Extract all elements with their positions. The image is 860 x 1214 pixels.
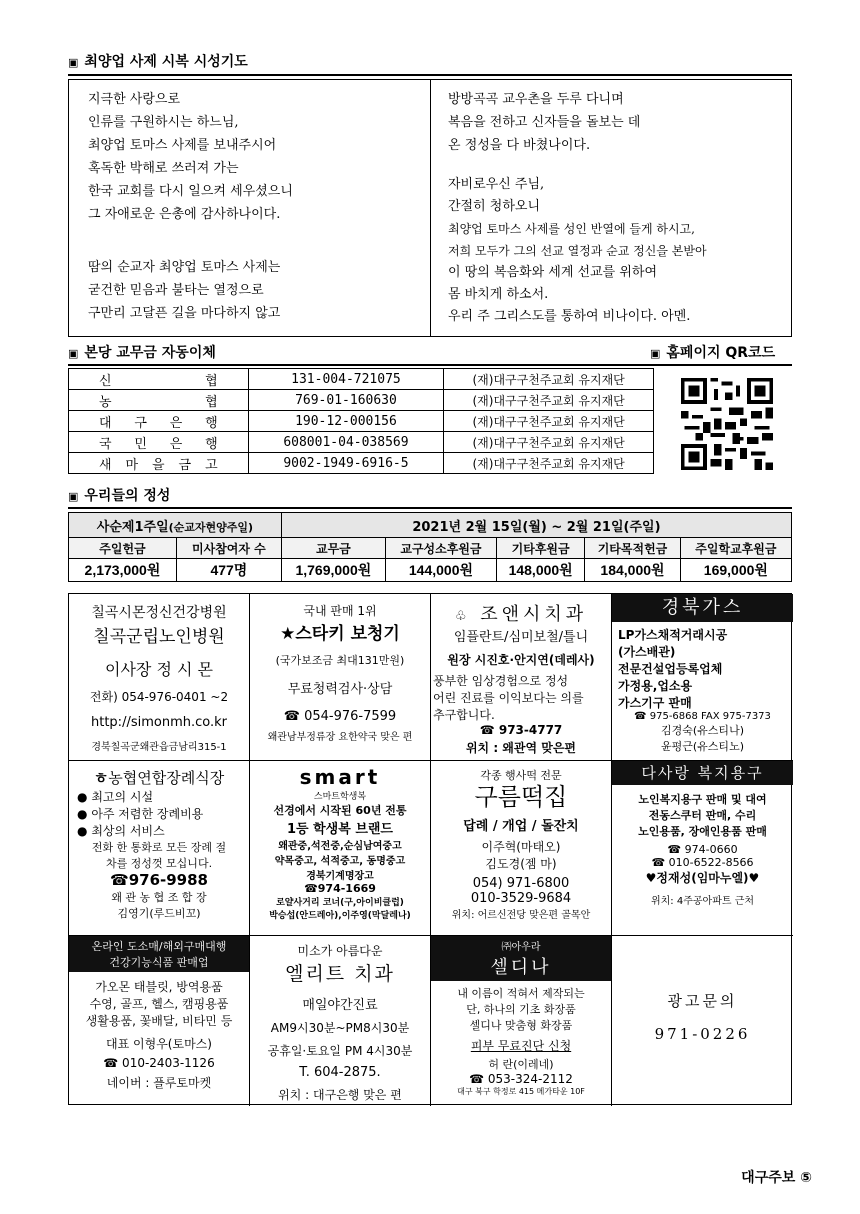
ad-header-bar — [69, 936, 249, 972]
ad-text: ☎ 010-6522-8566 — [651, 856, 754, 869]
bank-char: 행 — [205, 415, 218, 431]
prayer-line: 이 땅의 복음화와 세계 선교를 위하여 — [448, 265, 658, 280]
column-header: 미사참여자 수 — [176, 538, 281, 559]
ad-text: AM9시30분~PM8시30분 — [270, 1021, 410, 1035]
ad-text: 칠곡시몬정신건강병원 — [91, 605, 227, 621]
bank-char: 금 — [178, 457, 192, 473]
offering-period: 2021년 2월 15일(월) ~ 2월 21일(주일) — [281, 513, 791, 538]
bank-char: 마 — [125, 457, 139, 473]
prayer-line: 우리 주 그리스도를 통하여 비나이다. 아멘. — [448, 309, 691, 324]
ad-starkey[interactable] — [250, 594, 431, 761]
ad-text: ☎976-9988 — [110, 871, 208, 889]
ad-text: 구름떡집 — [474, 783, 568, 811]
ad-text: 각종 행사떡 전문 — [480, 769, 562, 782]
bank-section-title — [68, 344, 216, 363]
bank-table — [68, 368, 654, 474]
ad-text: 무료청력검사·상담 — [287, 682, 393, 697]
ad-text: ☎974-1669 — [304, 882, 376, 895]
table-row — [69, 559, 792, 582]
ad-text: 위치 : 대구은행 맞은 편 — [278, 1088, 402, 1102]
ad-text: 선경에서 시작된 60년 전통 — [273, 804, 407, 817]
ad-text: 김영기(루드비꼬) — [117, 907, 201, 920]
bank-char: 민 — [134, 436, 147, 452]
bank-char: 신 — [99, 373, 112, 389]
prayer-line: 방방곡곡 교우촌을 두루 다니며 — [448, 92, 624, 107]
ad-text: 풍부한 임상경험으로 정성 — [433, 674, 569, 688]
ad-text: 가스기구 판매 — [618, 696, 692, 710]
ad-gyeongbuk-gas[interactable] — [612, 594, 793, 761]
ad-text: 김도경(젬 마) — [485, 857, 557, 871]
bank-name — [69, 453, 249, 474]
ad-text: 공휴일·토요일 PM 4시30분 — [267, 1044, 413, 1058]
ad-text: (가스배관) — [618, 645, 676, 659]
ad-text: 전화) 054-976-0401 ~2 — [89, 690, 229, 704]
prayer-line: 굳건한 믿음과 불타는 열정으로 — [88, 283, 264, 298]
bank-name — [69, 390, 249, 411]
bank-char: 협 — [205, 394, 218, 410]
ad-text: 건강기능식품 판매업 — [109, 956, 209, 969]
bank-char: 국 — [99, 436, 112, 452]
ad-text: 어린 진료를 이익보다는 의를 — [433, 691, 584, 705]
ad-text: 위치 : 왜관역 맞은편 — [465, 741, 577, 755]
column-header: 교무금 — [281, 538, 385, 559]
offering-table — [68, 512, 792, 582]
ad-text: ☎ 973-4777 — [479, 723, 563, 737]
prayer-line: 자비로우신 주님, — [448, 177, 545, 192]
ad-text: T. 604-2875. — [299, 1065, 381, 1080]
ad-text: 네이버 : 플루토마켓 — [106, 1076, 212, 1090]
ad-text: ☎ 054-976-7599 — [283, 709, 397, 724]
prayer-line: 복음을 전하고 신자들을 돌보는 데 — [448, 115, 641, 130]
ad-rice-cake[interactable] — [431, 761, 612, 936]
ad-text: 엘리트 치과 — [285, 963, 395, 985]
ad-text: 추구합니다. — [433, 708, 495, 722]
ad-text: 왜 관 농 협 조 합 장 — [111, 891, 207, 904]
divider — [68, 364, 792, 366]
column-header: 기타목적헌금 — [585, 538, 681, 559]
ad-text: 약목중고, 석적중고, 동명중고 — [274, 856, 406, 867]
account-owner: (재)대구구천주교회 유지재단 — [444, 453, 654, 474]
table-cell: 144,000원 — [385, 559, 496, 582]
square-bullet-icon: ▣ — [68, 490, 79, 503]
ad-text: 054) 971-6800 — [472, 876, 570, 891]
bank-name — [69, 369, 249, 390]
bank-name — [69, 432, 249, 453]
ad-text: 전문건설업등록업체 — [618, 662, 723, 676]
table-cell: 148,000원 — [497, 559, 585, 582]
qr-section-title — [650, 344, 775, 363]
bank-char: 대 — [99, 415, 112, 431]
ads-grid — [68, 593, 792, 1105]
ad-text: 노인복지용구 판매 및 대여 — [638, 793, 767, 806]
nh-logo-icon: ㅎ — [93, 769, 109, 787]
table-row — [69, 432, 654, 453]
ad-text: 경북기계명장고 — [306, 871, 374, 882]
ad-text: 조앤시치과 — [480, 604, 588, 625]
bank-char: 협 — [205, 373, 218, 389]
account-owner: (재)대구구천주교회 유지재단 — [444, 390, 654, 411]
ad-text: ★스타키 보청기 — [280, 624, 400, 644]
ad-text: 노인용품, 장애인용품 판매 — [638, 825, 767, 838]
prayer-line: 그 자애로운 은총에 감사하나이다. — [88, 207, 281, 222]
account-number: 608001-04-038569 — [248, 432, 444, 453]
ad-text: 이주혁(마태오) — [481, 840, 561, 854]
table-cell: 1,769,000원 — [281, 559, 385, 582]
account-number: 769-01-160630 — [248, 390, 444, 411]
square-bullet-icon: ▣ — [68, 347, 79, 360]
table-cell: 169,000원 — [680, 559, 791, 582]
ad-text: 경북칠곡군왜관읍금남리315-1 — [91, 742, 227, 753]
ad-text: 국내 판매 1위 — [303, 604, 377, 618]
ad-text: 윤평근(유스티노) — [661, 740, 744, 753]
prayer-line: 지극한 사랑으로 — [88, 92, 181, 107]
smart-logo: smart — [299, 765, 381, 789]
ad-text: LP가스채적거래시공 — [618, 628, 728, 642]
ad-text: 내 이름이 적혀서 제작되는 — [457, 987, 585, 1000]
table-row — [69, 538, 792, 559]
bank-title-text: 본당 교무금 자동이체 — [84, 345, 216, 361]
ad-text: 광고문의 — [667, 992, 738, 1010]
table-cell: 184,000원 — [585, 559, 681, 582]
ad-text: ☎ 975-6868 FAX 975-7373 — [634, 711, 771, 722]
ad-text: 생활용품, 꽃배달, 비타민 등 — [85, 1014, 233, 1028]
table-row — [69, 513, 792, 538]
ad-text: ☎ 010-2403-1126 — [103, 1056, 215, 1070]
column-header: 주일헌금 — [69, 538, 177, 559]
bank-name — [69, 411, 249, 432]
ad-text: 왜관중,석전중,순심남여중고 — [278, 841, 402, 852]
ad-text: 박승섭(안드레아),이주영(막달레나) — [269, 911, 411, 921]
ad-text: 왜관남부정류장 요한약국 맞은 편 — [267, 732, 413, 743]
bank-char: 구 — [134, 415, 147, 431]
account-number: 9002-1949-6916-5 — [248, 453, 444, 474]
ad-text: 칠곡군립노인병원 — [93, 627, 225, 647]
ad-text: 김경숙(유스티나) — [661, 724, 744, 737]
table-cell: 2,173,000원 — [69, 559, 177, 582]
ad-text: 가오몬 태블릿, 방역용품 — [95, 980, 223, 994]
ad-text: ♥정재성(임마누엘)♥ — [645, 871, 760, 885]
bank-char: 행 — [205, 436, 218, 452]
offering-section-title — [68, 487, 170, 506]
column-header: 기타후원금 — [497, 538, 585, 559]
ad-text: 1등 학생복 브랜드 — [286, 822, 393, 837]
prayer-left-column — [69, 80, 431, 336]
page-footer: 대구주보 ⑤ — [741, 1170, 812, 1186]
qr-title-text: 홈페이지 QR코드 — [666, 345, 776, 361]
prayer-line: 최양업 토마스 사제를 보내주시어 — [88, 138, 277, 153]
account-number: 190-12-000156 — [248, 411, 444, 432]
bank-char: 고 — [205, 457, 218, 473]
prayer-line: 구만리 고달픈 길을 마다하지 않고 — [88, 306, 281, 321]
prayer-line: 저희 모두가 그의 선교 열정과 순교 정신을 본받아 — [448, 244, 707, 258]
prayer-line: 혹독한 박해로 쓰러져 가는 — [88, 161, 239, 176]
sunday-label: 사순제1주일 — [96, 519, 169, 535]
prayer-right-column — [431, 80, 791, 336]
ad-text: ☎ 974-0660 — [667, 843, 738, 856]
table-row — [69, 390, 654, 411]
ad-text: 셀디나 맞춤형 화장품 — [469, 1019, 573, 1032]
ad-text: 미소가 아름다운 — [297, 944, 383, 958]
ad-smart-uniform[interactable] — [250, 761, 431, 936]
bank-char: 새 — [99, 457, 112, 473]
ad-text: 위치: 어르신전당 맞은편 골목안 — [451, 910, 591, 921]
ad-text: 임플란트/심미보철/틀니 — [453, 630, 589, 645]
table-cell: 477명 — [176, 559, 281, 582]
ad-text: 전화 한 통화로 모든 장례 절 — [91, 841, 227, 854]
ad-text: 010-3529-9684 — [470, 891, 572, 906]
tooth-icon: ♧ — [454, 609, 471, 624]
divider — [68, 74, 792, 76]
ad-sedina[interactable] — [431, 936, 612, 1106]
ad-text: 피부 무료진단 신청 — [470, 1039, 572, 1053]
ad-text: (국가보조금 최대131만원) — [275, 654, 405, 667]
divider — [68, 507, 792, 509]
bullet-icon: ● — [77, 824, 88, 838]
prayer-line: 최양업 토마스 사제를 성인 반열에 들게 하시고, — [448, 222, 695, 236]
ad-text: 가정용,업소용 — [618, 679, 693, 693]
column-header: 교구성소후원금 — [385, 538, 496, 559]
qr-code-icon[interactable] — [681, 378, 773, 470]
account-owner: (재)대구구천주교회 유지재단 — [444, 369, 654, 390]
bank-char: 은 — [169, 415, 183, 431]
ad-text: 차를 정성껏 모십니다. — [105, 857, 213, 870]
prayer-line: 땀의 순교자 최양업 토마스 사제는 — [88, 260, 281, 275]
prayer-line: 한국 교회를 다시 일으켜 세우셨으니 — [88, 184, 293, 199]
ad-text: 전동스쿠터 판매, 수리 — [648, 809, 757, 822]
ad-text: 아주 저렴한 장례비용 — [91, 807, 204, 821]
ad-text: ㈜아우라 — [501, 942, 541, 953]
ad-text: 다사랑 복지용구 — [612, 761, 793, 785]
ad-text: 스마트학생복 — [313, 792, 367, 802]
table-row — [69, 369, 654, 390]
prayer-section-title — [68, 53, 248, 72]
ad-text: http://simonmh.co.kr — [91, 715, 227, 730]
ad-text: 원장 시진호·안지연(데레사) — [447, 653, 595, 667]
prayer-line: 온 정성을 다 바쳤나이다. — [448, 138, 591, 153]
bullet-icon: ● — [77, 790, 88, 804]
ad-text: 수영, 골프, 헬스, 캠핑용품 — [89, 997, 229, 1011]
prayer-title-text: 최양업 사제 시복 시성기도 — [84, 54, 248, 70]
prayer-line: 인류를 구원하시는 하느님, — [88, 115, 239, 130]
ad-elite-dental[interactable] — [250, 936, 431, 1106]
ad-text: 단, 하나의 기초 화장품 — [466, 1003, 576, 1016]
ad-text: 경북가스 — [612, 594, 793, 622]
bank-char: 농 — [99, 394, 112, 410]
ad-header-bar — [431, 936, 611, 981]
ad-text: 셀디나 — [490, 957, 552, 978]
bank-char: 을 — [152, 457, 165, 473]
ad-nh-funeral[interactable] — [69, 761, 250, 936]
ad-text: 답례 / 개업 / 돌잔치 — [463, 819, 579, 834]
ad-inquiry[interactable] — [612, 936, 793, 1106]
ad-text: 온라인 도소매/해외구매대행 — [91, 940, 227, 953]
prayer-line: 몸 바치게 하소서. — [448, 287, 549, 302]
bank-char: 은 — [169, 436, 183, 452]
account-owner: (재)대구구천주교회 유지재단 — [444, 411, 654, 432]
ad-text: 로얄사거리 코너(구,아이비클럽) — [276, 898, 404, 908]
ad-jo-dental[interactable] — [431, 594, 612, 761]
ad-text: 위치: 4주공아파트 근처 — [650, 896, 755, 907]
ad-text: 매일야간진료 — [302, 998, 378, 1013]
ad-text: 대구 북구 학정로 415 메가타운 10F — [457, 1087, 585, 1096]
bullet-icon: ● — [77, 807, 88, 821]
account-owner: (재)대구구천주교회 유지재단 — [444, 432, 654, 453]
ad-welfare-supplies[interactable] — [612, 761, 793, 936]
ad-text: 971-0226 — [654, 1025, 751, 1043]
ad-text: 대표 이형우(토마스) — [106, 1037, 212, 1051]
ad-text: 최고의 시설 — [91, 790, 154, 804]
ad-text: 최상의 서비스 — [91, 824, 165, 838]
column-header: 주일학교후원금 — [680, 538, 791, 559]
square-bullet-icon: ▣ — [68, 56, 79, 69]
table-row — [69, 453, 654, 474]
ad-pluto-market[interactable] — [69, 936, 250, 1106]
prayer-line: 간절히 청하오니 — [448, 199, 541, 214]
offering-title-text: 우리들의 정성 — [84, 488, 171, 504]
ad-text: ☎ 053-324-2112 — [469, 1072, 573, 1086]
account-number: 131-004-721075 — [248, 369, 444, 390]
prayer-box — [68, 79, 792, 337]
ad-text: 농협연합장례식장 — [108, 769, 225, 787]
ad-text: 이사장 정 시 몬 — [105, 660, 213, 679]
table-row — [69, 411, 654, 432]
ad-text: 허 란(이레네) — [488, 1058, 554, 1071]
sunday-label-cell — [69, 513, 282, 538]
ad-simon-hospital[interactable] — [69, 594, 250, 761]
sunday-sub: (순교자현양주일) — [168, 520, 254, 534]
square-bullet-icon: ▣ — [650, 347, 661, 360]
